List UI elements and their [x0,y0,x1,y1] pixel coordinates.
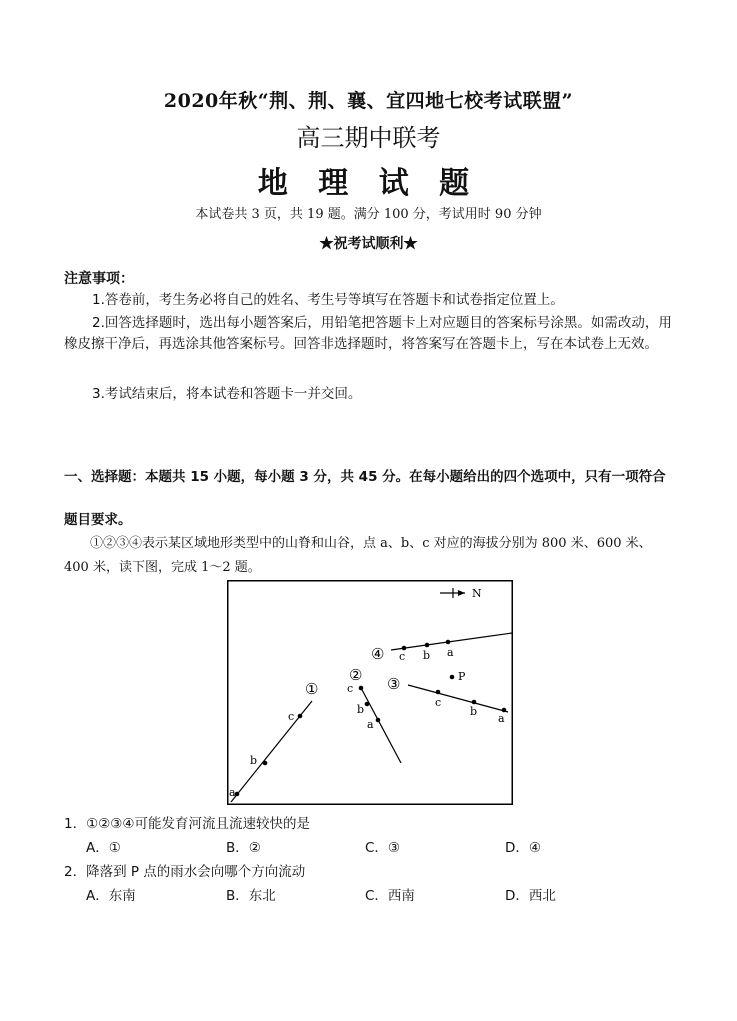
blessing-text: ★祝考试顺利★ [319,236,418,252]
exam-info: 本试卷共 3 页，共 19 题。满分 100 分，考试用时 90 分钟 [195,207,542,222]
question-2-option-c: C．西南 [365,888,415,904]
terrain-figure [227,580,513,805]
exam-subtitle: 高三期中联考 [296,124,441,152]
notice-item-2: 2.回答选择题时，选出每小题答案后，用铅笔把答题卡上对应题目的答案标号涂黑。如需改动，用橡皮擦干净后，再选涂其他答案标号。回答非选择题时，将答案写在答题卡上，写在本试卷上无效。 [64,315,672,352]
label-1b: b [250,754,258,767]
figure-frame [228,581,513,805]
label-4a: a [447,646,454,659]
point-4a [446,640,451,645]
question-2-option-b: B．东北 [226,888,276,904]
notice-item-1: 1.答卷前，考生务必将自己的姓名、考生号等填写在答题卡和试卷指定位置上。 [92,292,564,308]
section-heading: 一、选择题：本题共 15 小题，每小题 3 分，共 45 分。在每小题给出的四个选项中，只有一项符合题目要求。 [64,469,666,528]
label-1a: a [229,786,236,799]
point-1b [263,761,268,766]
exam-title: 2020年秋“荆、荆、襄、宜四地七校考试联盟” [163,90,574,112]
label-3a: a [498,712,505,725]
point-3c [436,690,441,695]
point-1c [298,714,303,719]
question-2-stem: 2．降落到 P 点的雨水会向哪个方向流动 [64,864,306,880]
line-label-2: ② [349,666,363,684]
point-p [450,675,455,680]
question-1-option-c: C．③ [365,840,401,856]
question-intro: ①②③④表示某区域地形类型中的山脊和山谷，点 a、b、c 对应的海拔分别为 800 米、600 米、400 米，读下图，完成 1～2 题。 [64,536,652,575]
label-2b: b [357,703,365,716]
question-1-option-d: D．④ [505,840,541,856]
line-3 [408,685,508,712]
notice-heading: 注意事项： [64,271,134,287]
point-2b [365,702,370,707]
north-label: N [472,587,482,600]
north-arrow-icon [440,588,465,598]
question-2-option-d: D．西北 [505,888,556,904]
question-2-option-a: A．东南 [86,888,136,904]
line-label-1: ① [305,680,319,698]
question-1-stem: 1．①②③④可能发育河流且流速较快的是 [64,816,310,832]
label-4b: b [423,649,431,662]
label-p: P [458,670,466,683]
point-3b [472,700,477,705]
line-label-4: ④ [371,645,385,663]
label-2c: c [347,682,354,695]
notice-item-3: 3.考试结束后，将本试卷和答题卡一并交回。 [92,386,362,402]
point-4b [425,643,430,648]
line-label-3: ③ [387,675,401,693]
point-2a [376,718,381,723]
label-3c: c [435,696,442,709]
question-1-option-a: A．① [86,840,121,856]
label-3b: b [470,705,478,718]
exam-subject: 地 理 试 题 [257,166,480,201]
point-2c [359,686,364,691]
label-2a: a [367,718,374,731]
question-1-option-b: B．② [226,840,261,856]
label-4c: c [399,650,406,663]
label-1c: c [288,710,295,723]
